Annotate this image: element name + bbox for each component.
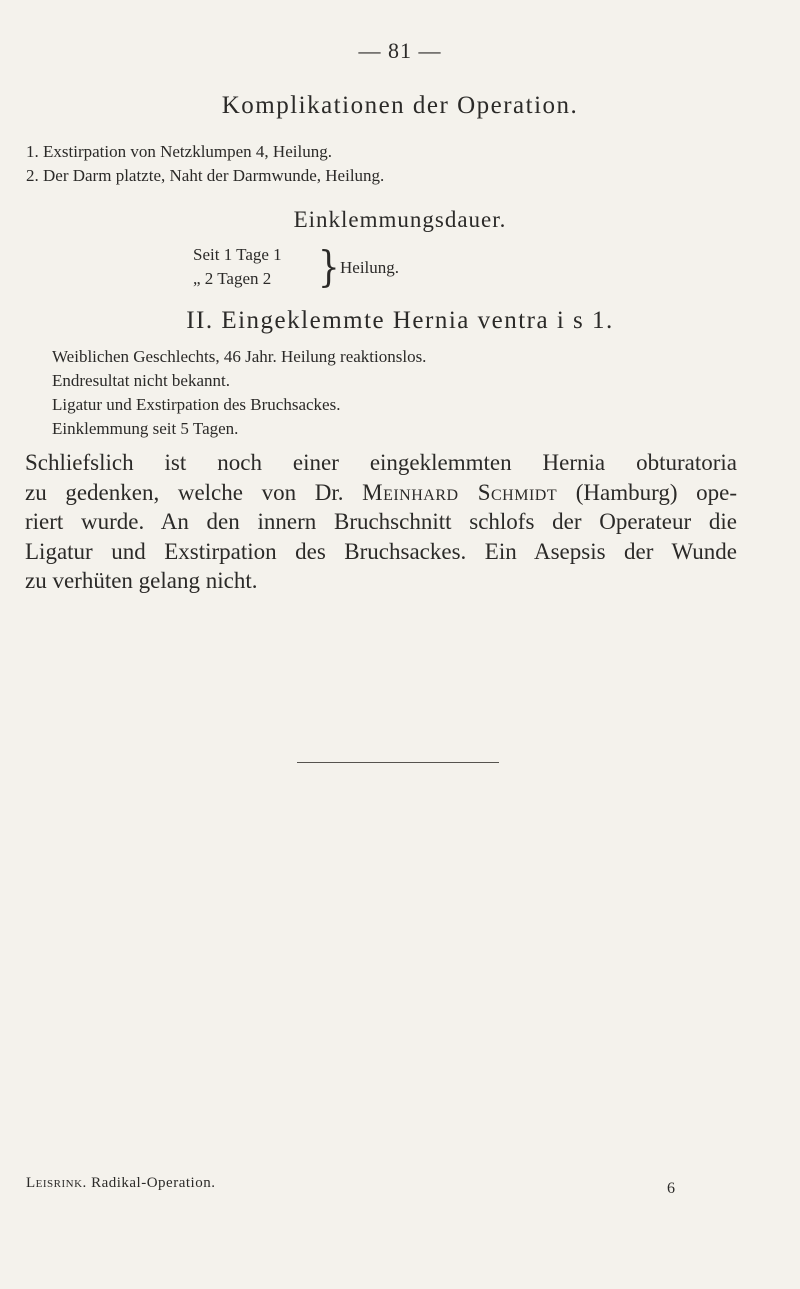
paragraph-text: (Hamburg) ope- bbox=[575, 479, 738, 505]
duration-row: Seit 1 Tage 1 bbox=[193, 245, 282, 264]
case-line: Weiblichen Geschlechts, 46 Jahr. Heilung reaktionslos. bbox=[52, 347, 427, 366]
list-item: 2. Der Darm platzte, Naht der Darmwunde, Heilung. bbox=[26, 166, 385, 185]
case-line: Endresultat nicht bekannt. bbox=[52, 371, 230, 390]
paragraph-line: Schliefslich ist noch einer eingeklemmten Hernia obturatoria bbox=[25, 450, 737, 475]
section-heading: Komplikationen der Operation. bbox=[221, 92, 579, 119]
case-line: Einklemmung seit 5 Tagen. bbox=[52, 419, 239, 438]
curly-brace: } bbox=[318, 242, 340, 292]
paragraph-line: zu verhüten gelang nicht. bbox=[25, 568, 258, 593]
case-line: Ligatur und Exstirpation des Bruchsackes. bbox=[52, 395, 341, 414]
subheading: Einklemmungsdauer. bbox=[293, 207, 507, 232]
signature-mark: 6 bbox=[667, 1180, 675, 1197]
divider-rule bbox=[297, 762, 499, 763]
page-number: — 81 — bbox=[358, 38, 442, 63]
case-heading: II. Eingeklemmte Hernia ventra i s 1. bbox=[186, 307, 614, 334]
paragraph-line bbox=[25, 478, 737, 508]
footer-title bbox=[26, 1175, 215, 1192]
duration-row: „ 2 Tagen 2 bbox=[193, 269, 272, 288]
person-name: Meinhard Schmidt bbox=[362, 479, 558, 505]
paragraph-text: zu gedenken, welche von Dr. bbox=[25, 479, 344, 505]
footer-author: Leisrink. bbox=[26, 1175, 87, 1191]
body-paragraph bbox=[25, 448, 737, 596]
footer-book-title: Radikal-Operation. bbox=[91, 1175, 216, 1191]
paragraph-line: Ligatur und Exstirpation des Bruchsackes. Ein Asepsis der Wunde bbox=[25, 538, 737, 564]
paragraph-line: riert wurde. An den innern Bruchschnitt schlofs der Operateur die bbox=[25, 509, 737, 534]
list-item: 1. Exstirpation von Netzklumpen 4, Heilung. bbox=[26, 142, 332, 161]
brace-label: Heilung. bbox=[340, 258, 400, 277]
